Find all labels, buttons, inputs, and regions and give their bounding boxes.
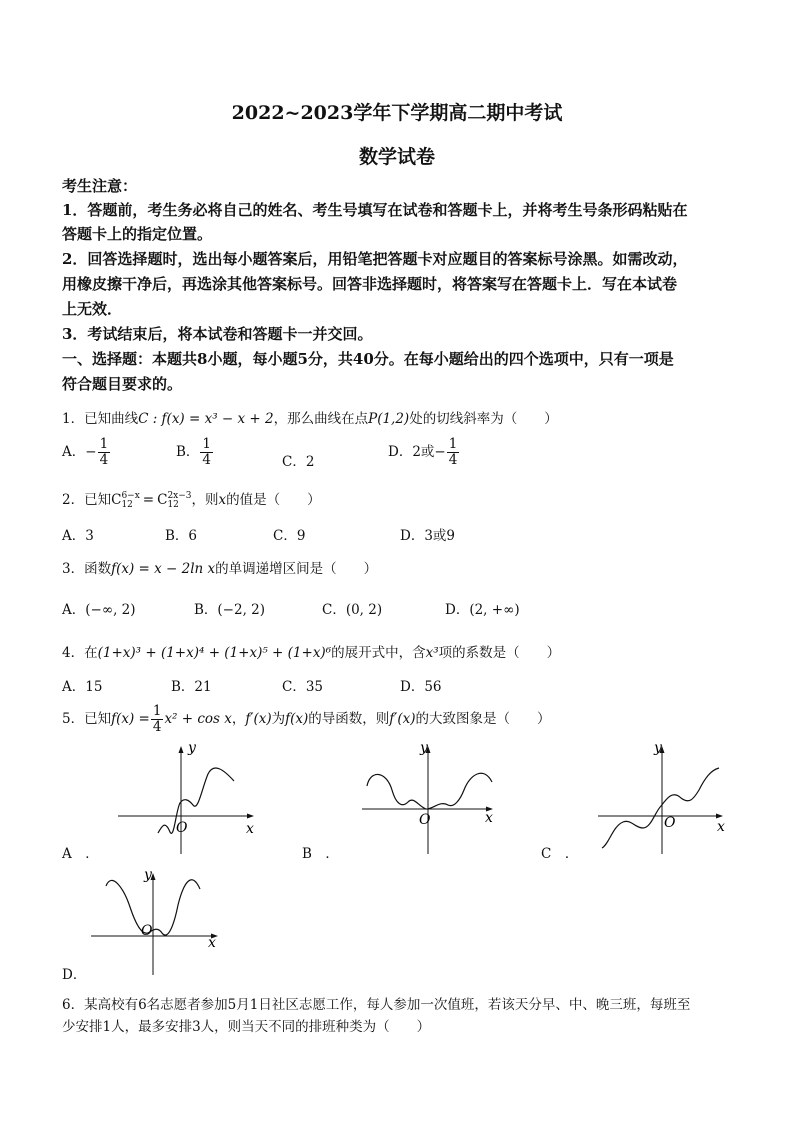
section-heading-line-2: 符合题目要求的。 bbox=[62, 375, 183, 393]
origin-label: O bbox=[141, 923, 153, 939]
fraction-numerator: 1 bbox=[152, 703, 162, 719]
graph-c bbox=[595, 740, 735, 855]
fraction-denominator: 4 bbox=[202, 451, 212, 468]
q5-derivative-2: f′(x) bbox=[389, 710, 416, 727]
q5-function: f(x) bbox=[285, 710, 309, 727]
origin-label: O bbox=[176, 820, 188, 836]
q4-term: x³ bbox=[425, 645, 439, 661]
q5-mid-2: 为 bbox=[271, 710, 286, 727]
x-label: x bbox=[208, 935, 216, 951]
x-label: x bbox=[485, 810, 493, 826]
q2-option-c: C．9 bbox=[273, 528, 306, 544]
q2-lhs bbox=[111, 492, 140, 508]
q1-option-d bbox=[388, 437, 460, 468]
q1-option-b-label: B． bbox=[176, 443, 200, 460]
x-label: x bbox=[717, 819, 725, 835]
q5-option-b: B ． bbox=[302, 846, 339, 862]
curve-b bbox=[367, 773, 492, 809]
q1-option-d-sign: − bbox=[434, 443, 446, 460]
q2-suffix-a: ，则 bbox=[191, 492, 219, 508]
q1-option-a-fraction bbox=[98, 437, 111, 468]
y-label: y bbox=[654, 740, 662, 756]
q2-option-a: A．3 bbox=[62, 528, 94, 544]
q1-option-d-label: D．2或 bbox=[388, 443, 435, 460]
q5-fraction bbox=[151, 704, 164, 735]
notice-line-2: 答题卡上的指定位置。 bbox=[62, 225, 213, 243]
question-1 bbox=[62, 407, 558, 427]
q5-option-c: C ． bbox=[541, 846, 579, 862]
combination-symbol: C bbox=[111, 492, 122, 508]
q5-option-d: D． bbox=[62, 967, 87, 983]
fraction-denominator: 4 bbox=[152, 718, 162, 735]
exam-title: 2022~2023学年下学期高二期中考试 bbox=[231, 102, 563, 124]
x-axis-arrow-icon bbox=[716, 814, 723, 819]
curve-a bbox=[158, 768, 234, 833]
q1-prefix: 1．已知曲线 bbox=[62, 411, 139, 427]
q4-option-b: B．21 bbox=[171, 679, 212, 695]
combination-subscript: 12 bbox=[167, 499, 179, 510]
y-label: y bbox=[188, 740, 196, 756]
q2-suffix-b: 的值是（ ） bbox=[226, 492, 321, 508]
q5-mid-3: 的导函数，则 bbox=[308, 710, 390, 727]
q1-option-a-label: A． bbox=[62, 443, 86, 460]
y-label: y bbox=[420, 740, 428, 756]
q3-option-c: C．(0, 2) bbox=[322, 602, 383, 618]
section-heading-line-1: 一、选择题：本题共8小题，每小题5分，共40分。在每小题给出的四个选项中，只有一项是 bbox=[62, 350, 674, 368]
notice-heading: 考生注意： bbox=[62, 177, 138, 195]
notice-line-4: 用橡皮擦干净后，再选涂其他答案标号。回答非选择题时，将答案写在答题卡上．写在本试卷 bbox=[62, 275, 678, 293]
q3-prefix: 3．函数 bbox=[62, 561, 112, 577]
notice-line-5: 上无效． bbox=[62, 300, 123, 318]
y-label: y bbox=[144, 867, 152, 883]
q4-prefix: 4．在 bbox=[62, 645, 98, 661]
q2-variable: x bbox=[218, 492, 227, 508]
exam-subtitle: 数学试卷 bbox=[358, 146, 435, 168]
q5-suffix: 的大致图象是（ ） bbox=[415, 710, 551, 727]
q5-rest: x² + cos x bbox=[164, 710, 232, 727]
question-5 bbox=[62, 704, 550, 735]
fraction-numerator: 1 bbox=[202, 436, 212, 452]
question-2 bbox=[62, 488, 321, 510]
combination-superscript: 6−x bbox=[121, 490, 140, 501]
graph-d bbox=[88, 865, 228, 980]
combination-subscript: 12 bbox=[121, 499, 133, 510]
q2-option-b: B．6 bbox=[165, 528, 198, 544]
question-6-line-1: 6．某高校有6名志愿者参加5月1日社区志愿工作，每人参加一次值班，若该天分早、中、晚三班，每班至 bbox=[62, 997, 691, 1013]
q4-suffix: 项的系数是（ ） bbox=[438, 645, 561, 661]
q4-expression: (1+x)³ + (1+x)⁴ + (1+x)⁵ + (1+x)⁶ bbox=[97, 645, 332, 661]
q1-suffix: 处的切线斜率为（ ） bbox=[409, 411, 558, 427]
question-4 bbox=[62, 641, 560, 661]
q2-option-d: D．3或9 bbox=[400, 528, 456, 544]
notice-line-1: 1．答题前，考生务必将自己的姓名、考生号填写在试卷和答题卡上，并将考生号条形码粘贴在 bbox=[62, 201, 688, 219]
fraction-denominator: 4 bbox=[448, 451, 458, 468]
combination-superscript: 2x−3 bbox=[167, 490, 192, 501]
q1-option-c: C．2 bbox=[282, 454, 315, 470]
question-3 bbox=[62, 557, 377, 577]
graph-b bbox=[360, 740, 500, 855]
q2-prefix: 2．已知 bbox=[62, 492, 112, 508]
q3-option-d: D．(2, +∞) bbox=[445, 602, 520, 618]
q3-expression: f(x) = x − 2ln x bbox=[111, 561, 216, 577]
q1-option-b bbox=[176, 437, 214, 468]
fraction-denominator: 4 bbox=[99, 451, 109, 468]
q1-option-a-sign: − bbox=[85, 443, 97, 460]
q4-option-d: D．56 bbox=[400, 679, 442, 695]
q1-point: P(1,2) bbox=[368, 411, 410, 427]
q2-rhs bbox=[157, 492, 191, 508]
y-axis-arrow-icon bbox=[179, 746, 184, 753]
q4-mid: 的展开式中，含 bbox=[331, 645, 426, 661]
notice-line-3: 2．回答选择题时，选出每小题答案后，用铅笔把答题卡对应题目的答案标号涂黑。如需改动， bbox=[62, 250, 688, 268]
q4-option-a: A．15 bbox=[62, 679, 103, 695]
q3-option-b: B．(−2, 2) bbox=[194, 602, 266, 618]
q4-option-c: C．35 bbox=[282, 679, 324, 695]
combination-symbol: C bbox=[157, 492, 168, 508]
q1-expression: C : f(x) = x³ − x + 2 bbox=[138, 411, 274, 427]
q1-option-d-fraction bbox=[447, 437, 460, 468]
q5-lhs: f(x) = bbox=[111, 710, 150, 727]
x-label: x bbox=[246, 821, 254, 837]
q3-option-a: A．(−∞, 2) bbox=[62, 602, 136, 618]
q2-equals: = bbox=[142, 492, 155, 508]
q5-option-a: A ． bbox=[62, 846, 99, 862]
curve-c bbox=[602, 768, 719, 848]
q5-mid-1: ， bbox=[231, 710, 246, 727]
q1-option-a bbox=[62, 437, 111, 468]
q5-prefix: 5．已知 bbox=[62, 710, 112, 727]
q1-option-b-fraction bbox=[200, 437, 213, 468]
origin-label: O bbox=[664, 815, 676, 831]
graph-a bbox=[118, 740, 258, 855]
x-axis-arrow-icon bbox=[247, 814, 254, 819]
origin-label: O bbox=[419, 812, 431, 828]
question-6-line-2: 少安排1人，最多安排3人，则当天不同的排班种类为（ ） bbox=[62, 1019, 431, 1035]
fraction-numerator: 1 bbox=[99, 436, 109, 452]
q5-derivative: f′(x) bbox=[245, 710, 272, 727]
fraction-numerator: 1 bbox=[448, 436, 458, 452]
q1-mid: ，那么曲线在点 bbox=[273, 411, 369, 427]
notice-line-6: 3．考试结束后，将本试卷和答题卡一并交回。 bbox=[62, 325, 373, 343]
q3-suffix: 的单调递增区间是（ ） bbox=[215, 561, 378, 577]
